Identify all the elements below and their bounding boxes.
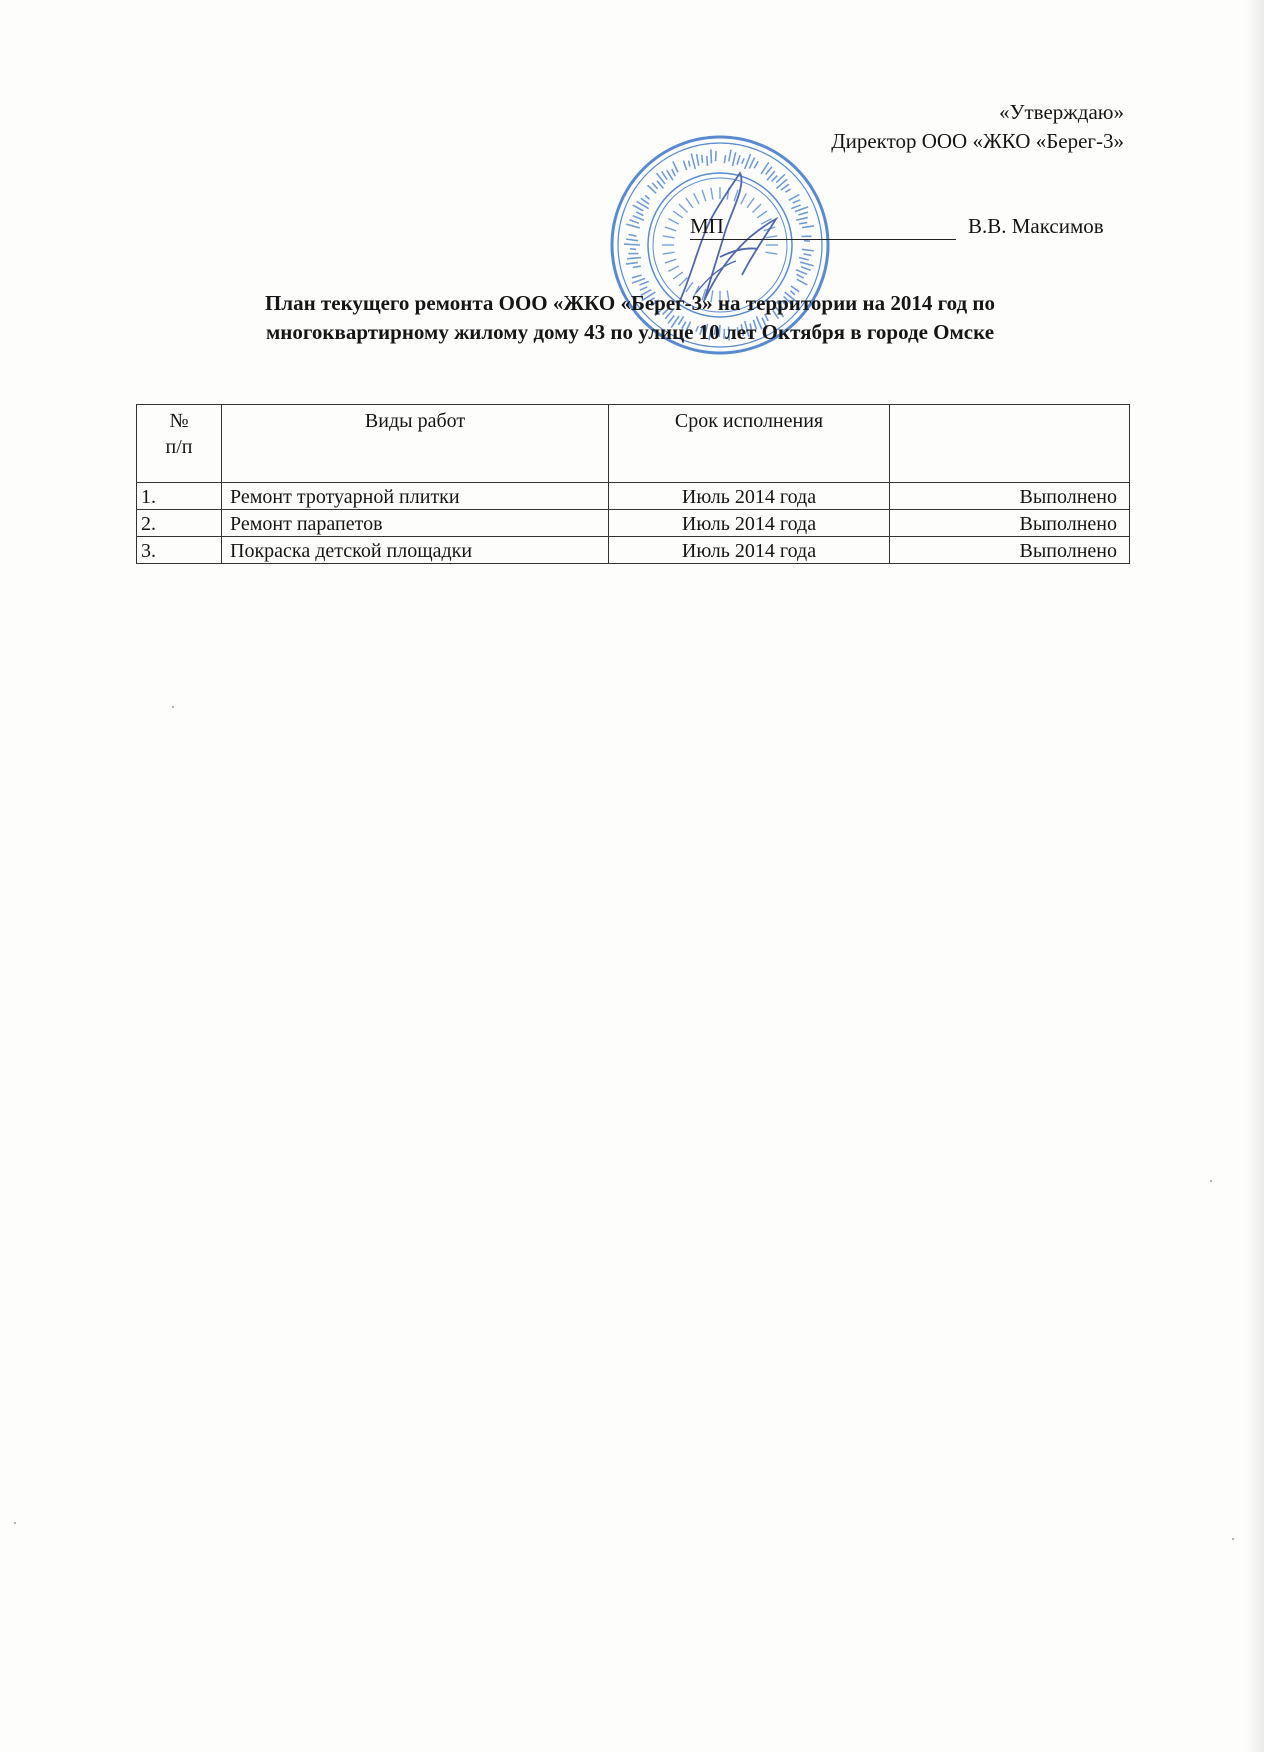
row-status: Выполнено: [890, 483, 1130, 510]
scan-speck: [1210, 1180, 1212, 1182]
header-work-type: Виды работ: [222, 405, 609, 483]
row-work-type: Ремонт тротуарной плитки: [222, 483, 609, 510]
row-deadline: Июль 2014 года: [609, 510, 890, 537]
table-row: [137, 510, 1130, 537]
signature-row: [690, 214, 1130, 244]
signature-line: [690, 239, 956, 240]
row-work-type: Ремонт парапетов: [222, 510, 609, 537]
scan-speck: [14, 1522, 16, 1524]
header-number: [137, 405, 222, 483]
title-line-1: План текущего ремонта ООО «ЖКО «Берег-3» на территории на 2014 год по: [264, 291, 996, 315]
row-work-type: Покраска детской площадки: [222, 537, 609, 564]
approve-heading: «Утверждаю»: [999, 100, 1124, 124]
title-line-2: многоквартирному жилому дому 43 по улице 10 лет Октября в городе Омске: [265, 320, 995, 344]
row-number: 1.: [137, 483, 222, 510]
row-number: 2.: [137, 510, 222, 537]
row-number: 3.: [137, 537, 222, 564]
row-status: Выполнено: [890, 510, 1130, 537]
scan-speck: [172, 706, 174, 708]
table-header-row: [137, 405, 1130, 483]
table-row: [137, 483, 1130, 510]
header-number-symbol: №: [169, 410, 189, 432]
table-row: [137, 537, 1130, 564]
row-status: Выполнено: [890, 537, 1130, 564]
scan-speck: [1232, 1538, 1234, 1540]
header-number-abbr: п/п: [165, 436, 193, 458]
document-title: [150, 289, 1110, 347]
header-status: [890, 405, 1130, 483]
repair-plan-table: [136, 404, 1130, 564]
header-deadline: Срок исполнения: [609, 405, 890, 483]
row-deadline: Июль 2014 года: [609, 483, 890, 510]
director-position: Директор ООО «ЖКО «Берег-3»: [831, 129, 1124, 153]
mp-label: МП: [690, 214, 724, 238]
row-deadline: Июль 2014 года: [609, 537, 890, 564]
signatory-name: В.В. Максимов: [968, 214, 1104, 238]
scan-edge-shadow: [1246, 0, 1264, 1752]
